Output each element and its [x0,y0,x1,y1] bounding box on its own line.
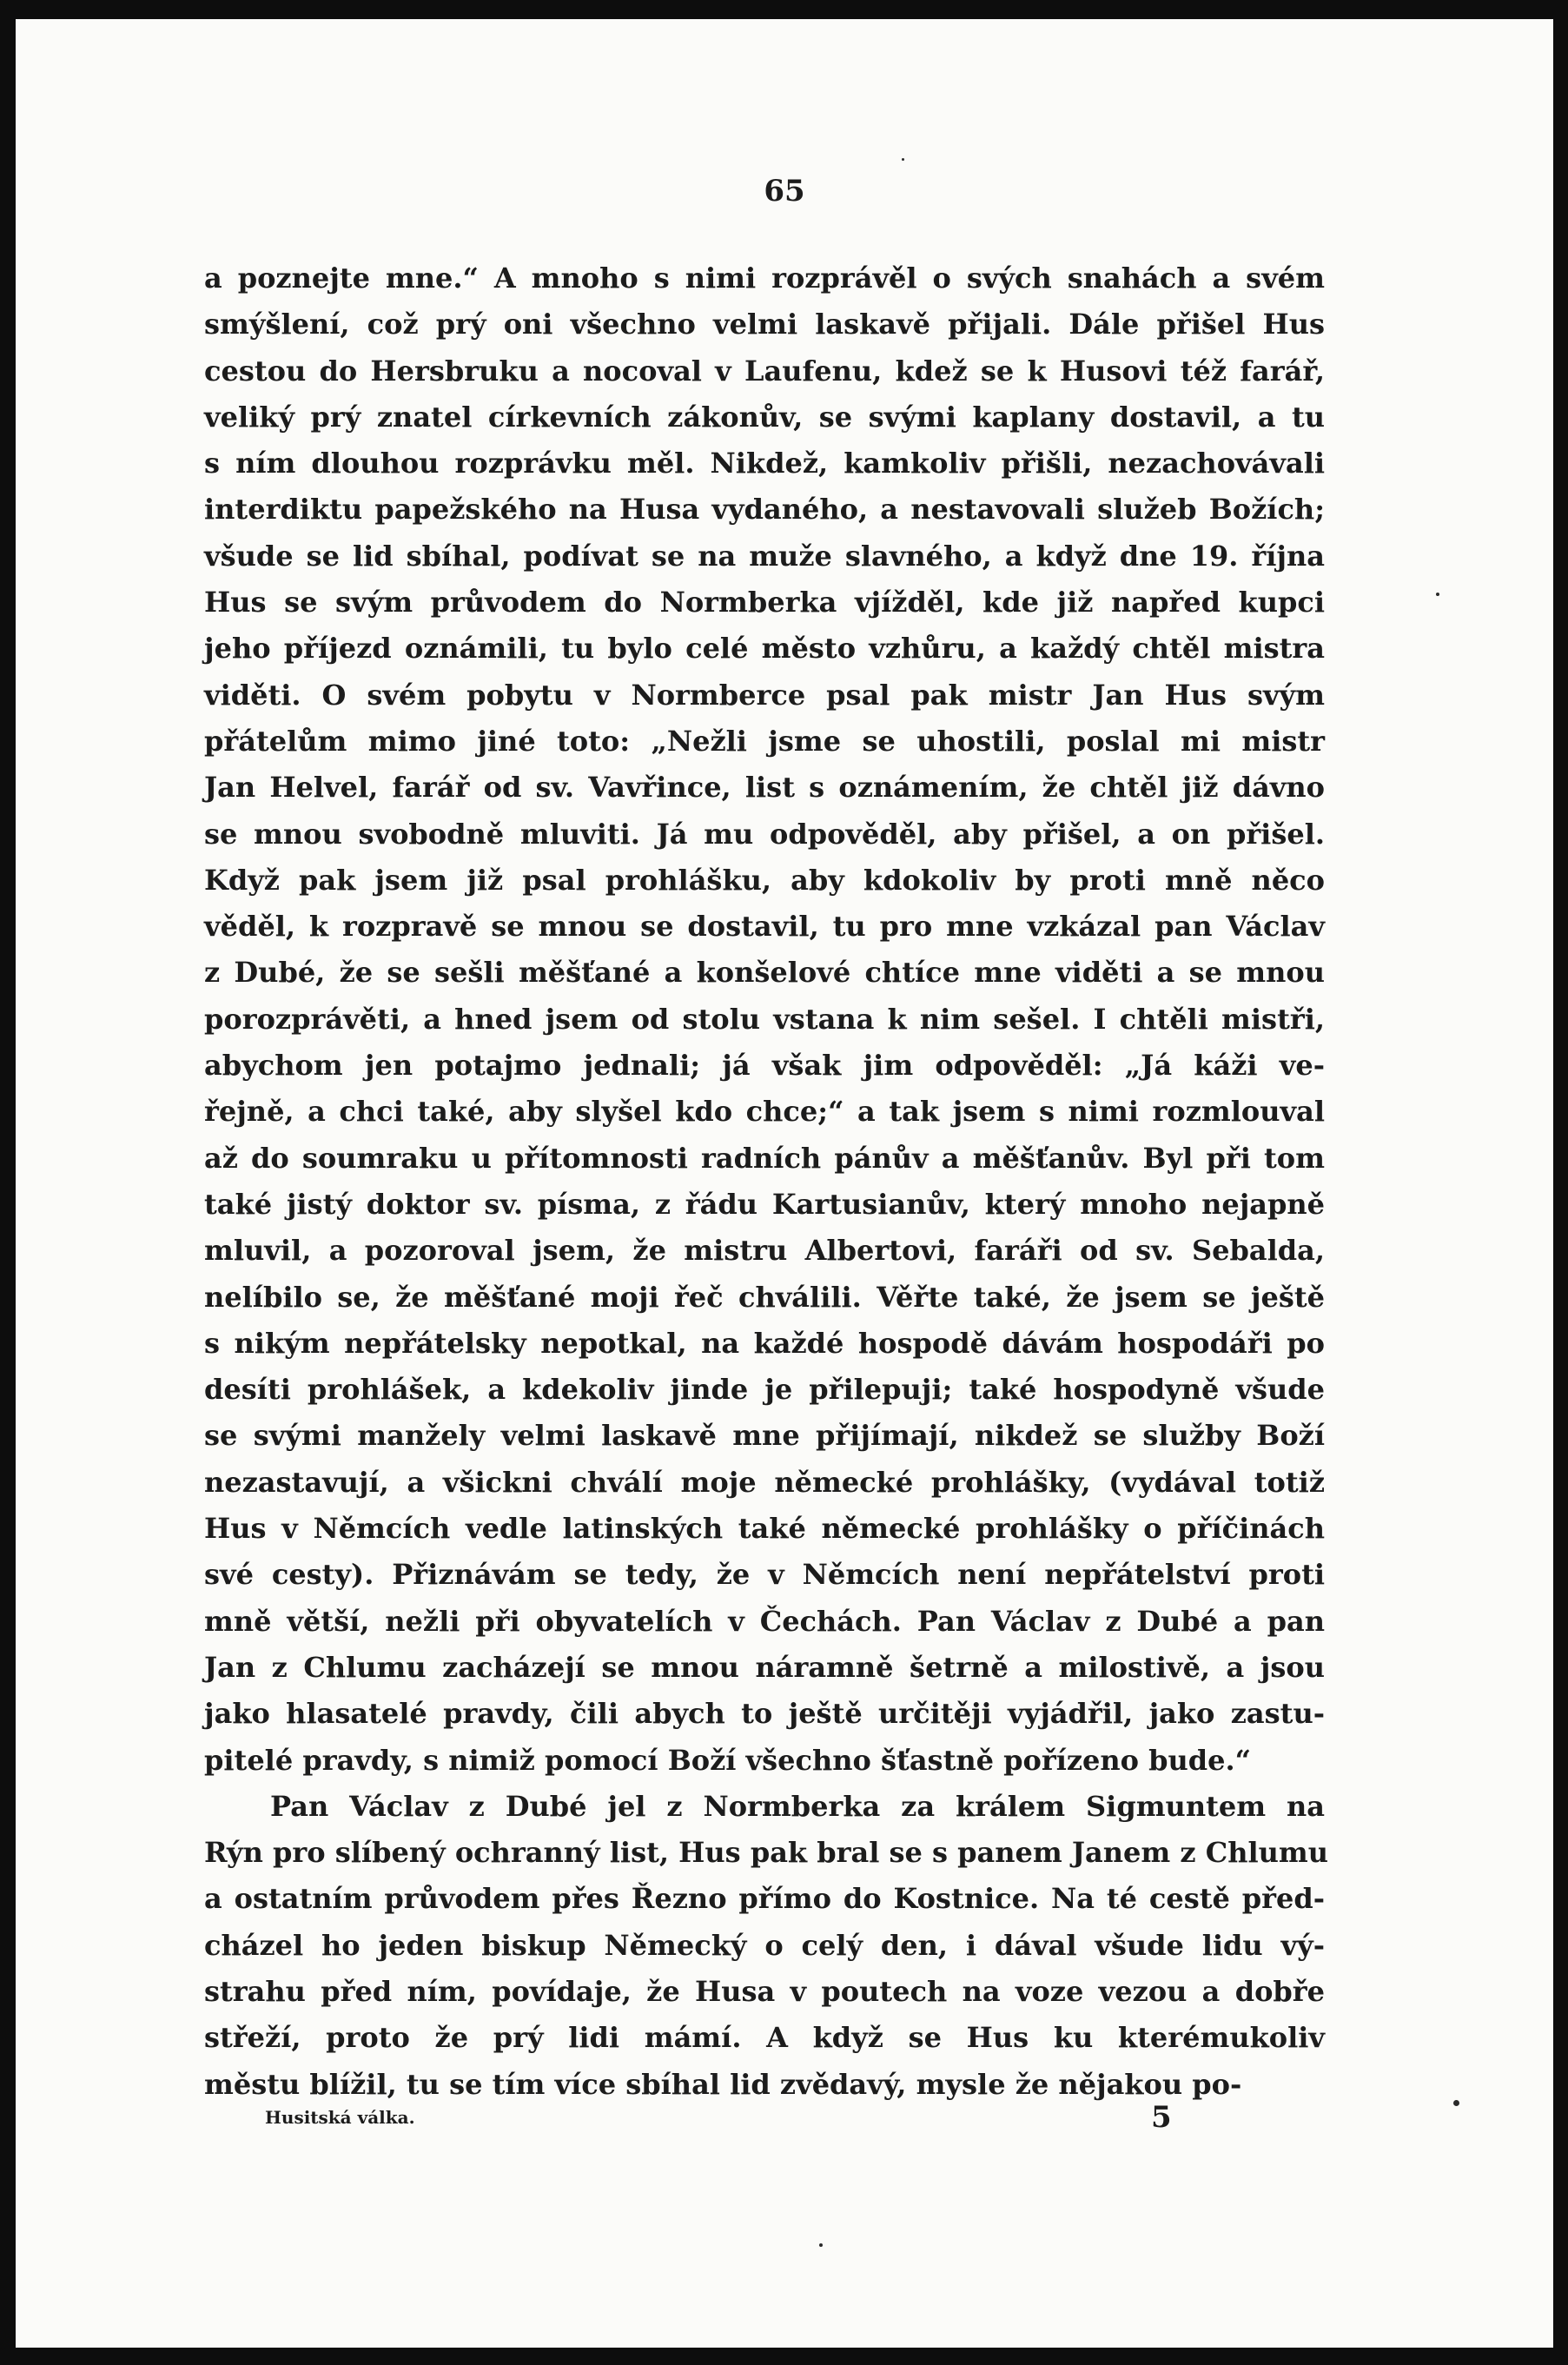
text-line: a poznejte mne.“ A mnoho s nimi rozprávěl o svých snahách a svém [204,262,1325,295]
text-line: porozprávěti, a hned jsem od stolu vstana k nim sešel. I chtěli mistři, [204,1002,1325,1036]
paragraph-1 [204,255,1325,1784]
book-page [16,19,1553,2348]
text-line: řejně, a chci také, aby slyšel kdo chce;“ a tak jsem s nimi rozmlouval [204,1095,1325,1129]
text-line: městu blížil, tu se tím více sbíhal lid zvědavý, mysle že nějakou po- [204,2067,1242,2101]
text-line: Hus se svým průvodem do Normberka vjížděl, kde již napřed kupci [204,586,1325,619]
text-line: mluvil, a pozoroval jsem, že mistru Albertovi, faráři od sv. Sebalda, [204,1234,1325,1268]
text-line: jako hlasatelé pravdy, čili abych to ještě určitěji vyjádřil, jako zastu- [204,1697,1325,1731]
text-line: cestou do Hersbruku a nocoval v Laufenu, kdež se k Husovi též farář, [204,354,1325,388]
signature-mark: 5 [1151,2100,1172,2135]
text-line: Když pak jsem již psal prohlášku, aby kdokoliv by proti mně něco [204,863,1325,897]
page-number: 65 [764,174,805,209]
text-line: Jan Helvel, farář od sv. Vavřince, list s oznámením, že chtěl již dávno [204,771,1325,805]
text-line: až do soumraku u přítomnosti radních pánův a měšťanův. Byl při tom [204,1141,1325,1175]
text-line: Hus v Němcích vedle latinských také německé prohlášky o příčinách [204,1512,1325,1546]
text-line: nelíbilo se, že měšťané moji řeč chválili. Věřte také, že jsem se ještě [204,1280,1325,1314]
text-line: mně větší, nežli při obyvatelích v Čechách. Pan Václav z Dubé a pan [204,1604,1325,1638]
text-line: z Dubé, že se sešli měšťané a konšelové chtíce mne viděti a se mnou [204,956,1325,990]
text-line: střeží, proto že prý lidi mámí. A když se Hus ku kterémukoliv [204,2021,1325,2055]
text-line: také jistý doktor sv. písma, z řádu Kartusianův, který mnoho nejapně [204,1187,1325,1221]
text-line: Pan Václav z Dubé jel z Normberka za králem Sigmuntem na [270,1789,1325,1823]
signature-title: Husitská válka. [265,2107,415,2128]
text-line: věděl, k rozpravě se mnou se dostavil, tu pro mne vzkázal pan Václav [204,910,1325,944]
text-line: nezastavují, a všickni chválí moje německé prohlášky, (vydával totiž [204,1465,1325,1499]
text-line: s nikým nepřátelsky nepotkal, na každé hospodě dávám hospodáři po [204,1326,1325,1360]
text-line: se svými manžely velmi laskavě mne přijímají, nikdež se služby Boží [204,1419,1325,1453]
text-line: interdiktu papežského na Husa vydaného, a nestavovali služeb Božích; [204,493,1325,527]
text-line: se mnou svobodně mluviti. Já mu odpověděl, aby přišel, a on přišel. [204,817,1325,851]
ink-speck [1453,2100,1459,2106]
text-line: smýšlení, což prý oni všechno velmi laskavě přijali. Dále přišel Hus [204,308,1325,341]
text-line: přátelům mimo jiné toto: „Nežli jsme se uhostili, poslal mi mistr [204,724,1325,758]
text-line: s ním dlouhou rozprávku měl. Nikdež, kamkoliv přišli, nezachovávali [204,447,1325,480]
text-line: Rýn pro slíbený ochranný list, Hus pak bral se s panem Janem z Chlumu [204,1836,1328,1870]
text-line: abychom jen potajmo jednali; já však jim odpověděl: „Já káži ve- [204,1049,1325,1083]
text-line: strahu před ním, povídaje, že Husa v poutech na voze vezou a dobře [204,1974,1325,2008]
text-line: Jan z Chlumu zacházejí se mnou náramně šetrně a milostivě, a jsou [204,1650,1325,1684]
text-line: cházel ho jeden biskup Německý o celý den, i dával všude lidu vý- [204,1928,1325,1962]
ink-speck [902,158,904,161]
ink-speck [1436,593,1439,596]
text-line: viděti. O svém pobytu v Normberce psal pak mistr Jan Hus svým [204,678,1325,712]
text-line: desíti prohlášek, a kdekoliv jinde je přilepuji; také hospodyně všude [204,1373,1325,1407]
text-line: všude se lid sbíhal, podívat se na muže slavného, a když dne 19. října [204,539,1325,573]
text-line: pitelé pravdy, s nimiž pomocí Boží všechno šťastně pořízeno bude.“ [204,1743,1252,1777]
body-text [204,255,1328,2108]
paragraph-2 [204,1784,1328,2108]
text-line: veliký prý znatel církevních zákonův, se svými kaplany dostavil, a tu [204,400,1325,434]
text-line: své cesty). Přiznávám se tedy, že v Němcích není nepřátelství proti [204,1558,1325,1592]
ink-speck [819,2243,823,2247]
text-line: jeho příjezd oznámili, tu bylo celé město vzhůru, a každý chtěl mistra [204,632,1325,666]
text-line: a ostatním průvodem přes Řezno přímo do Kostnice. Na té cestě před- [204,1882,1325,1916]
